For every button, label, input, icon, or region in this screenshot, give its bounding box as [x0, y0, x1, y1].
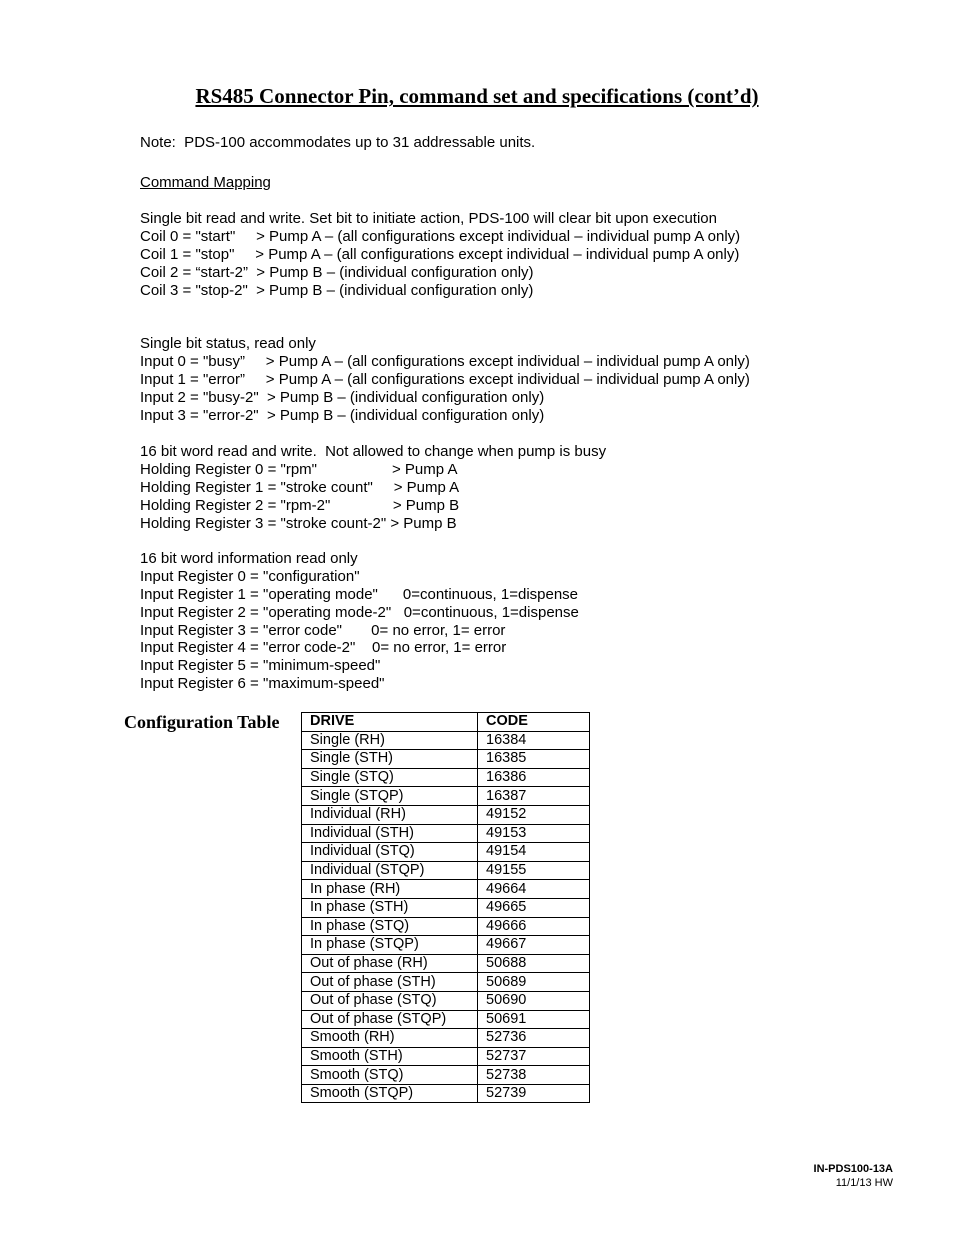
inputs-line: Input 2 = "busy-2" > Pump B – (individual configuration only) — [140, 388, 545, 406]
note-text: Note: PDS-100 accommodates up to 31 addressable units. — [140, 134, 536, 151]
drive-cell: Out of phase (STH) — [302, 973, 478, 992]
inputs-line: Input 3 = "error-2" > Pump B – (individual configuration only) — [140, 406, 545, 424]
drive-cell: Out of phase (STQ) — [302, 991, 478, 1010]
table-row — [302, 1029, 590, 1048]
table-row — [302, 954, 590, 973]
drive-cell: Single (STH) — [302, 750, 478, 769]
table-row — [302, 991, 590, 1010]
holding-line: Holding Register 0 = "rpm" > Pump A — [140, 460, 458, 478]
table-row — [302, 824, 590, 843]
code-cell: 50691 — [478, 1010, 590, 1029]
holding-line: Holding Register 1 = "stroke count" > Pump A — [140, 478, 460, 496]
code-cell: 49667 — [478, 936, 590, 955]
drive-cell: Individual (STQ) — [302, 843, 478, 862]
code-cell: 49152 — [478, 805, 590, 824]
input-register-line: Input Register 3 = "error code" 0= no error, 1= error — [140, 621, 506, 639]
drive-column-header: DRIVE — [302, 713, 478, 732]
table-row — [302, 1066, 590, 1085]
code-cell: 52739 — [478, 1084, 590, 1103]
code-cell: 49155 — [478, 861, 590, 880]
table-row — [302, 973, 590, 992]
table-row — [302, 787, 590, 806]
table-row — [302, 805, 590, 824]
code-cell: 52738 — [478, 1066, 590, 1085]
configuration-table-body — [302, 731, 590, 1103]
document-id: IN-PDS100-13A — [813, 1163, 893, 1175]
holding-line: Holding Register 3 = "stroke count-2" > Pump B — [140, 514, 457, 532]
coils-line: Coil 0 = "start" > Pump A – (all configurations except individual – individual pump A only) — [140, 227, 741, 245]
drive-cell: Individual (STH) — [302, 824, 478, 843]
drive-cell: Smooth (RH) — [302, 1029, 478, 1048]
coils-line: Coil 3 = "stop-2" > Pump B – (individual configuration only) — [140, 281, 534, 299]
code-cell: 16387 — [478, 787, 590, 806]
input-register-line: Input Register 2 = "operating mode-2" 0=continuous, 1=dispense — [140, 603, 579, 621]
code-cell: 16384 — [478, 731, 590, 750]
page-title: RS485 Connector Pin, command set and specifications (cont’d) — [195, 84, 759, 108]
input-register-line: Input Register 6 = "maximum-speed" — [140, 675, 385, 693]
table-row — [302, 880, 590, 899]
drive-cell: In phase (STQP) — [302, 936, 478, 955]
drive-cell: Smooth (STQP) — [302, 1084, 478, 1103]
code-cell: 50689 — [478, 973, 590, 992]
drive-cell: Single (RH) — [302, 731, 478, 750]
drive-cell: In phase (STH) — [302, 898, 478, 917]
drive-cell: Individual (RH) — [302, 805, 478, 824]
footer — [814, 1162, 893, 1190]
code-cell: 49154 — [478, 843, 590, 862]
holding-line: 16 bit word read and write. Not allowed to change when pump is busy — [140, 443, 607, 460]
code-cell: 52737 — [478, 1047, 590, 1066]
code-cell: 49153 — [478, 824, 590, 843]
code-cell: 50688 — [478, 954, 590, 973]
inputs-line: Single bit status, read only — [140, 335, 316, 352]
input-register-line: 16 bit word information read only — [140, 550, 358, 567]
coils-line: Coil 1 = "stop" > Pump A – (all configurations except individual – individual pump A only) — [140, 245, 740, 263]
table-row — [302, 1010, 590, 1029]
drive-cell: Out of phase (STQP) — [302, 1010, 478, 1029]
inputs-section — [140, 335, 750, 424]
coils-section — [140, 210, 740, 299]
code-cell: 49665 — [478, 898, 590, 917]
table-row — [302, 917, 590, 936]
code-cell: 16385 — [478, 750, 590, 769]
code-cell: 52736 — [478, 1029, 590, 1048]
code-column-header: CODE — [478, 713, 590, 732]
drive-cell: Smooth (STQ) — [302, 1066, 478, 1085]
inputs-line: Input 0 = "busy” > Pump A – (all configurations except individual – individual pump A only) — [140, 352, 750, 370]
table-row — [302, 861, 590, 880]
drive-cell: In phase (RH) — [302, 880, 478, 899]
table-row — [302, 1047, 590, 1066]
drive-cell: Smooth (STH) — [302, 1047, 478, 1066]
table-row — [302, 731, 590, 750]
inputs-line: Input 1 = "error” > Pump A – (all configurations except individual – individual pump A only) — [140, 370, 750, 388]
code-cell: 49664 — [478, 880, 590, 899]
input-registers-section — [140, 550, 579, 693]
table-header-row — [302, 713, 590, 732]
input-register-line: Input Register 0 = "configuration" — [140, 567, 360, 585]
table-row — [302, 768, 590, 787]
table-row — [302, 843, 590, 862]
holding-line: Holding Register 2 = "rpm-2" > Pump B — [140, 496, 460, 514]
table-row — [302, 750, 590, 769]
coils-line: Single bit read and write. Set bit to initiate action, PDS-100 will clear bit upon execution — [140, 210, 717, 227]
drive-cell: Single (STQ) — [302, 768, 478, 787]
document-date: 11/1/13 HW — [835, 1177, 893, 1189]
input-register-line: Input Register 1 = "operating mode" 0=continuous, 1=dispense — [140, 585, 579, 603]
input-register-line: Input Register 5 = "minimum-speed" — [140, 657, 381, 675]
configuration-table-title: Configuration Table — [124, 712, 280, 732]
command-mapping-heading: Command Mapping — [140, 174, 271, 191]
table-row — [302, 1084, 590, 1103]
holding-registers-section — [140, 443, 606, 532]
configuration-table — [301, 712, 590, 1103]
drive-cell: Single (STQP) — [302, 787, 478, 806]
code-cell: 49666 — [478, 917, 590, 936]
table-row — [302, 936, 590, 955]
drive-cell: In phase (STQ) — [302, 917, 478, 936]
drive-cell: Out of phase (RH) — [302, 954, 478, 973]
input-register-line: Input Register 4 = "error code-2" 0= no error, 1= error — [140, 639, 507, 657]
coils-line: Coil 2 = “start-2” > Pump B – (individual configuration only) — [140, 263, 534, 281]
code-cell: 50690 — [478, 991, 590, 1010]
drive-cell: Individual (STQP) — [302, 861, 478, 880]
code-cell: 16386 — [478, 768, 590, 787]
table-row — [302, 898, 590, 917]
